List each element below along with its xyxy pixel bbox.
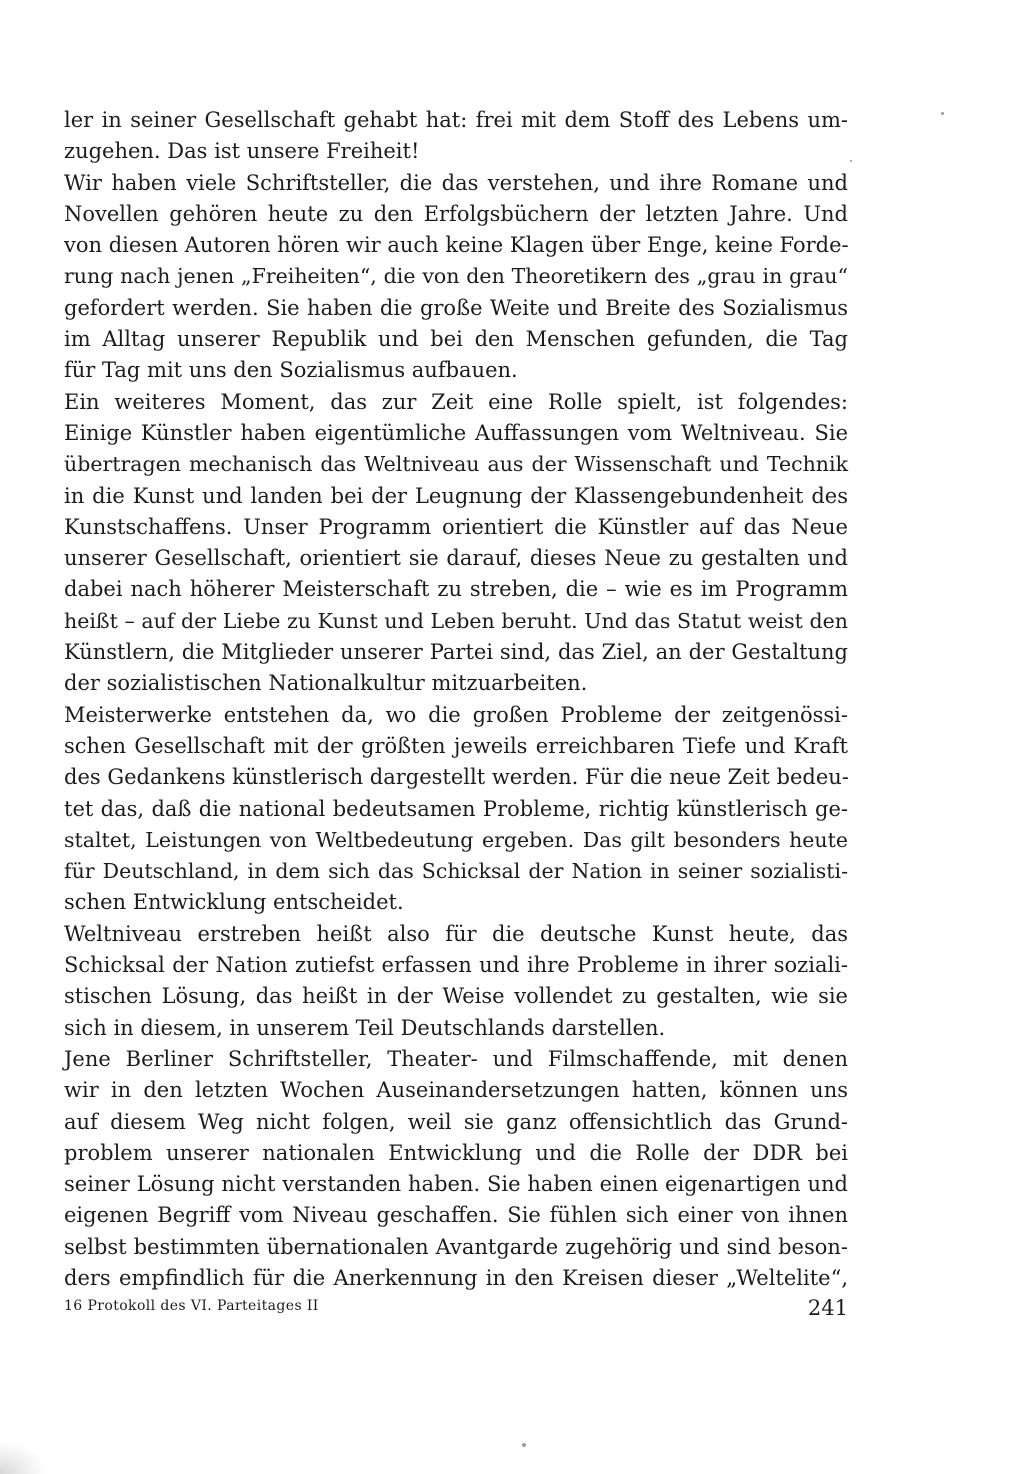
page-footer	[64, 1296, 848, 1326]
text-line: gefordert werden. Sie haben die große Weite und Breite des Sozialismus	[64, 295, 848, 320]
text-line: dabei nach höherer Meisterschaft zu streben, die – wie es im Programm	[64, 577, 848, 602]
text-line: ler in seiner Gesellschaft gehabt hat: frei mit dem Stoff des Lebens um-	[64, 108, 848, 132]
scan-smudge	[0, 1440, 48, 1474]
text-line: rung nach jenen „Freiheiten“, die von den Theoretikern des „grau in grau“	[64, 264, 848, 289]
scan-speck	[850, 160, 852, 162]
text-line: problem unserer nationalen Entwicklung und die Rolle der DDR bei	[64, 1140, 848, 1165]
text-line: tet das, daß die national bedeutsamen Probleme, richtig künstlerisch ge-	[64, 796, 848, 821]
text-line: für Tag mit uns den Sozialismus aufbauen.	[64, 358, 518, 383]
text-line: Ein weiteres Moment, das zur Zeit eine Rolle spielt, ist folgendes:	[64, 389, 848, 414]
text-line: eigenen Begriff vom Niveau geschaffen. Sie fühlen sich einer von ihnen	[64, 1203, 848, 1228]
text-line: unserer Gesellschaft, orientiert sie darauf, dieses Neue zu gestalten und	[64, 546, 848, 571]
text-line: staltet, Leistungen von Weltbedeutung ergeben. Das gilt besonders heute	[64, 827, 848, 852]
text-line: seiner Lösung nicht verstanden haben. Sie haben einen eigenartigen und	[64, 1172, 848, 1197]
text-line: ders empfindlich für die Anerkennung in den Kreisen dieser „Weltelite“,	[64, 1265, 848, 1290]
text-line: von diesen Autoren hören wir auch keine Klagen über Enge, keine Forde-	[64, 233, 849, 258]
text-line: zugehen. Das ist unsere Freiheit!	[64, 139, 420, 164]
text-line: in die Kunst und landen bei der Leugnung der Klassengebundenheit des	[64, 483, 848, 508]
text-line: Jene Berliner Schriftsteller, Theater- und Filmschaffende, mit denen	[64, 1046, 848, 1071]
scan-speck	[522, 1443, 526, 1447]
text-line: wir in den letzten Wochen Auseinandersetzungen hatten, können uns	[64, 1078, 848, 1103]
text-line: der sozialistischen Nationalkultur mitzuarbeiten.	[64, 671, 588, 696]
text-line: für Deutschland, in dem sich das Schicksal der Nation in seiner sozialisti-	[64, 859, 848, 884]
text-line: heißt – auf der Liebe zu Kunst und Leben beruht. Und das Statut weist den	[64, 608, 848, 633]
text-line: Kunstschaffens. Unser Programm orientiert die Künstler auf das Neue	[64, 514, 848, 539]
text-line: schen Gesellschaft mit der größten jeweils erreichbaren Tiefe und Kraft	[64, 733, 848, 758]
text-line: Schicksal der Nation zutiefst erfassen und ihre Probleme in ihrer soziali-	[64, 953, 848, 978]
text-line: auf diesem Weg nicht folgen, weil sie ganz offensichtlich das Grund-	[64, 1109, 848, 1134]
text-line: sich in diesem, in unserem Teil Deutschlands darstellen.	[64, 1015, 666, 1040]
text-line: Weltniveau erstreben heißt also für die deutsche Kunst heute, das	[64, 921, 848, 946]
page-number: 241	[807, 1296, 848, 1320]
body-text	[64, 105, 848, 1294]
text-line: im Alltag unserer Republik und bei den Menschen gefunden, die Tag	[64, 327, 848, 352]
text-line: übertragen mechanisch das Weltniveau aus der Wissenschaft und Technik	[64, 452, 848, 477]
text-line: Meisterwerke entstehen da, wo die großen Probleme der zeitgenössi-	[64, 702, 848, 727]
text-line: Wir haben viele Schriftsteller, die das verstehen, und ihre Romane und	[64, 170, 848, 195]
text-line: schen Entwicklung entscheidet.	[64, 890, 404, 915]
printer-signature: 16 Protokoll des VI. Parteitages II	[64, 1298, 319, 1314]
text-line: Einige Künstler haben eigentümliche Auffassungen vom Weltniveau. Sie	[64, 420, 848, 445]
text-line: Novellen gehören heute zu den Erfolgsbüchern der letzten Jahre. Und	[64, 201, 848, 226]
text-line: des Gedankens künstlerisch dargestellt werden. Für die neue Zeit bedeu-	[64, 765, 849, 790]
text-line: selbst bestimmten übernationalen Avantgarde zugehörig und sind beson-	[64, 1234, 848, 1259]
text-line: stischen Lösung, das heißt in der Weise vollendet zu gestalten, wie sie	[64, 984, 848, 1009]
scan-speck	[941, 112, 944, 115]
text-line: Künstlern, die Mitglieder unserer Partei sind, das Ziel, an der Gestaltung	[64, 640, 848, 665]
